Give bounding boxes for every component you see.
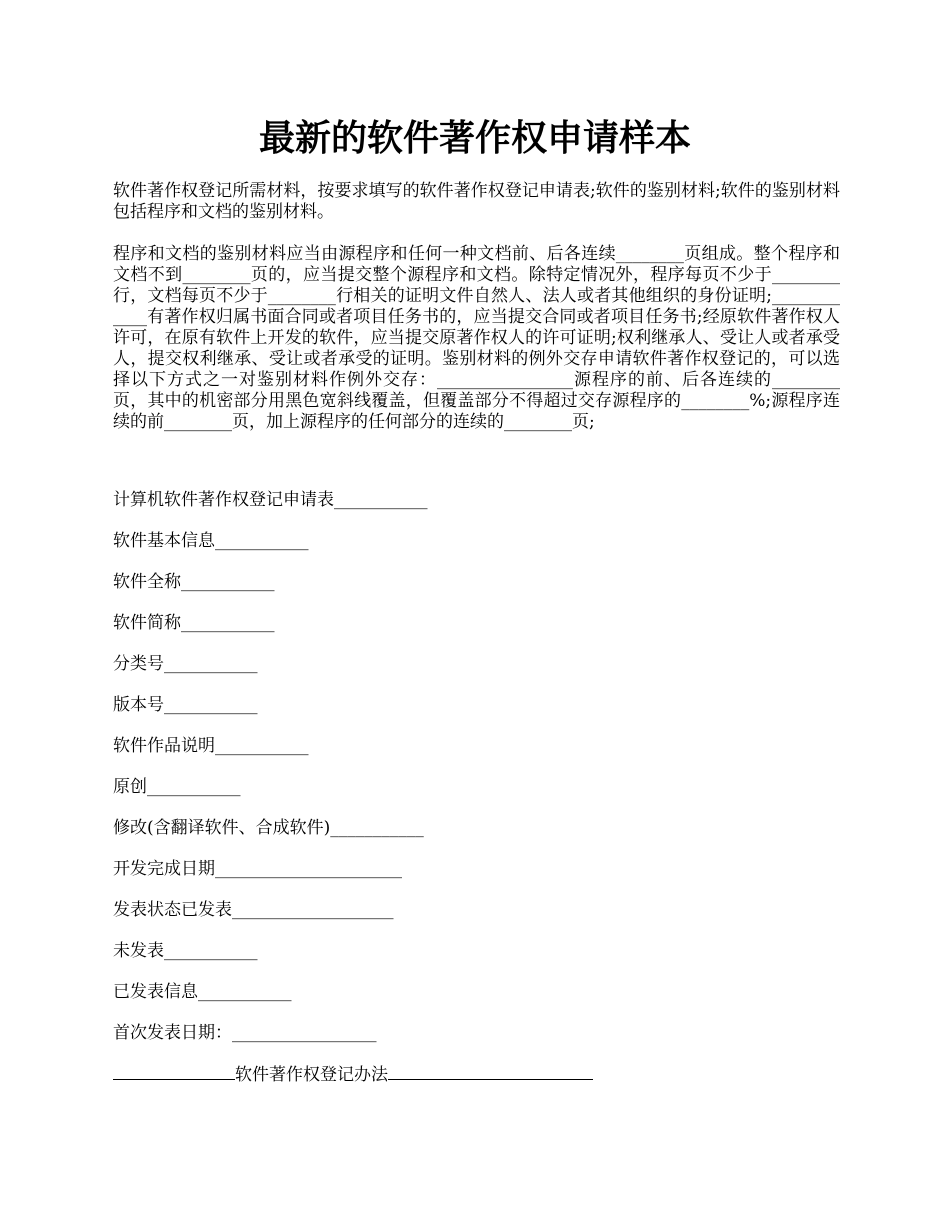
field-full-name: 软件全称___________ <box>113 572 275 592</box>
field-basic-info: 软件基本信息___________ <box>113 531 309 551</box>
field-first-publish-date: 首次发表日期：_________________ <box>113 1023 377 1043</box>
document-title: 最新的软件著作权申请样本 <box>258 117 691 159</box>
materials-paragraph: 程序和文档的鉴别材料应当由源程序和任何一种文档前、后各连续________页组成。整个程序和文档不到________页的，应当提交整个源程序和文档。除特定情况外，程序每页不少于________行，文档每页不少于________行相关的证明文件自然人、法人或者其他组织的身份证明;____________有著作权归属书面合同或者项目任务书的，应当提交合同或者项目任务书;经原软件著作权人许可，在原有软件上开发的软件，应当提交原著作权人的许可证明;权利继承人、受让人或者承受人，提交权利继承、受让或者承受的证明。鉴别材料的例外交存申请软件著作权登记的，可以选择以下方式之一对鉴别材料作例外交存：________________源程序的前、后各连续的________页，其中的机密部分用黑色宽斜线覆盖，但覆盖部分不得超过交存源程序的________%;源程序连续的前________页，加上源程序的任何部分的连续的________页; <box>113 244 840 432</box>
trailing-blank <box>388 1063 593 1080</box>
field-original: 原创___________ <box>113 777 241 797</box>
intro-paragraph: 软件著作权登记所需材料，按要求填写的软件著作权登记申请表;软件的鉴别材料;软件的鉴别材料包括程序和文档的鉴别材料。 <box>113 181 840 222</box>
field-description: 软件作品说明___________ <box>113 736 309 756</box>
field-published-status: 发表状态已发表___________________ <box>113 900 394 920</box>
field-short-name: 软件简称___________ <box>113 613 275 633</box>
field-published-info: 已发表信息___________ <box>113 982 292 1002</box>
field-version: 版本号___________ <box>113 695 258 715</box>
field-completion-date: 开发完成日期______________________ <box>113 859 402 879</box>
registration-measures-line <box>113 1063 593 1086</box>
field-category-code: 分类号___________ <box>113 654 258 674</box>
registration-measures-label: 软件著作权登记办法 <box>235 1065 388 1085</box>
field-unpublished: 未发表___________ <box>113 941 258 961</box>
field-application-form: 计算机软件著作权登记申请表___________ <box>113 490 428 510</box>
field-modified: 修改(含翻译软件、合成软件)___________ <box>113 818 424 838</box>
leading-blank <box>113 1063 235 1080</box>
